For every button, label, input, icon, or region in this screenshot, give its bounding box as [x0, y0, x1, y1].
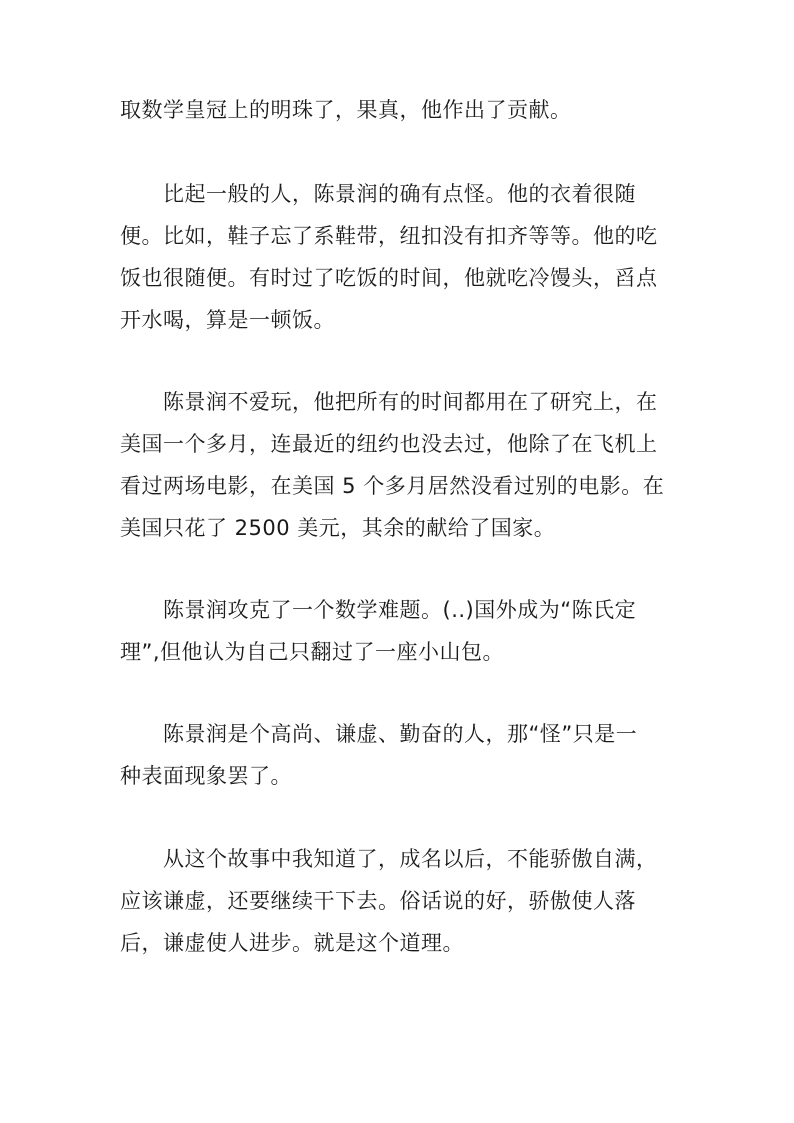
paragraph-4-line-1: 陈景润攻克了一个数学难题。(..)国外成为“陈氏定 [163, 598, 637, 622]
paragraph-3-line-4: 美国只花了 2500 美元，其余的献给了国家。 [120, 516, 556, 540]
paragraph-2-line-2: 便。比如，鞋子忘了系鞋带，纽扣没有扣齐等等。他的吃 [120, 224, 658, 248]
paragraph-2-line-3: 饭也很随便。有时过了吃饭的时间，他就吃冷馒头，舀点 [120, 266, 658, 290]
paragraph-5-line-2: 种表面现象罢了。 [120, 764, 292, 788]
paragraph-3-line-3: 看过两场电影，在美国 5 个多月居然没看过别的电影。在 [120, 474, 665, 498]
paragraph-1-line-1: 取数学皇冠上的明珠了，果真，他作出了贡献。 [120, 98, 572, 122]
paragraph-6-line-2: 应该谦虚，还要继续干下去。俗话说的好，骄傲使人落 [120, 889, 636, 913]
paragraph-6-line-3: 后，谦虚使人进步。就是这个道理。 [120, 931, 464, 955]
paragraph-4-line-2: 理”,但他认为自己只翻过了一座小山包。 [120, 640, 505, 664]
paragraph-3-line-2: 美国一个多月，连最近的纽约也没去过，他除了在飞机上 [120, 432, 658, 456]
paragraph-2-line-1: 比起一般的人，陈景润的确有点怪。他的衣着很随 [163, 182, 636, 206]
paragraph-3-line-1: 陈景润不爱玩，他把所有的时间都用在了研究上，在 [163, 390, 658, 414]
paragraph-6-line-1: 从这个故事中我知道了，成名以后，不能骄傲自满， [163, 847, 658, 871]
paragraph-5-line-1: 陈景润是个高尚、谦虚、勤奋的人，那“怪”只是一 [163, 722, 638, 746]
paragraph-2-line-4: 开水喝，算是一顿饭。 [120, 308, 335, 332]
